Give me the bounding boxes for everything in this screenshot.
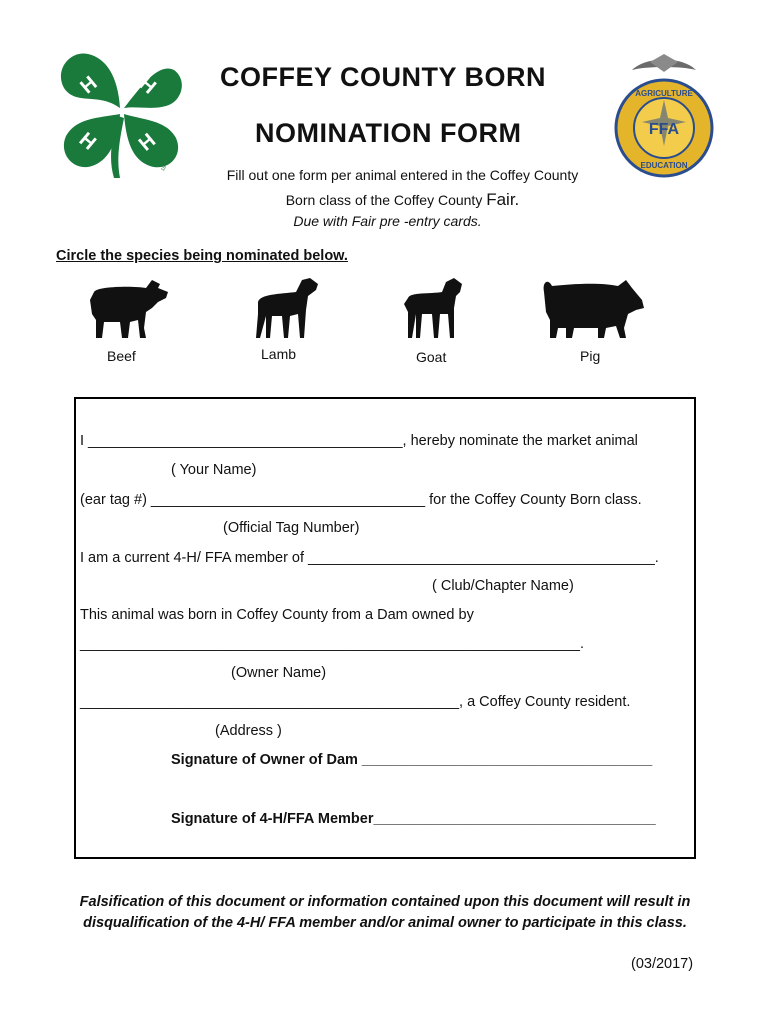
dam-owner-statement: This animal was born in Coffey County from a Dam owned by [80,607,474,623]
intro-line2-fair: Fair. [486,190,520,209]
clover-h-mark: H [134,72,161,99]
tag-number-caption: (Official Tag Number) [223,520,360,536]
ear-tag-field-line[interactable]: (ear tag #) __________________________________ for the Coffey County Born class. [80,492,642,508]
form-title-line1: COFFEY COUNTY BORN [220,62,547,92]
club-chapter-field-line[interactable]: I am a current 4-H/ FFA member of ___________________________________________. [80,550,659,566]
clover-h-mark: H [134,129,161,156]
lamb-silhouette-icon[interactable] [250,276,322,340]
ffa-letters: FFA [648,121,680,138]
falsification-warning-line1: Falsification of this document or information contained upon this document will result in [79,894,691,910]
goat-silhouette-icon[interactable] [402,278,468,340]
owner-name-caption: (Owner Name) [231,665,327,681]
beef-cow-silhouette-icon[interactable] [88,278,172,340]
intro-line1: Fill out one form per animal entered in the Coffey County [226,167,579,183]
four-h-clover-logo [58,48,186,180]
address-caption: (Address ) [215,723,282,739]
species-label-goat: Goat [416,349,447,365]
species-label-lamb: Lamb [261,346,297,362]
clover-tm-text: 18 USC 707 [160,145,179,173]
species-label-beef: Beef [107,348,136,364]
owner-name-field-line[interactable]: ______________________________________________________________. [80,636,585,652]
ffa-ring-bottom: EDUCATION [640,161,688,170]
species-instruction: Circle the species being nominated below. [56,248,348,264]
intro-line2-text: Born class of the Coffey County [285,192,487,208]
clover-h-mark: H [74,128,101,155]
ffa-emblem [612,52,716,180]
revision-date: (03/2017) [631,956,694,972]
species-label-pig: Pig [580,348,601,364]
ffa-ring-top: AGRICULTURE [635,89,693,98]
pig-silhouette-icon[interactable] [540,278,646,340]
intro-line3: Due with Fair pre -entry cards. [293,213,482,229]
nomination-form-box [74,397,696,859]
falsification-warning-line2: disqualification of the 4-H/ FFA member and/or animal owner to participate in this class. [83,915,687,931]
intro-line2 [0,190,770,210]
member-signature-line[interactable]: Signature of 4-H/FFA Member___________________________________ [171,811,656,827]
clover-h-mark: H [76,72,102,99]
dam-owner-signature-line[interactable]: Signature of Owner of Dam ____________________________________ [171,752,653,768]
address-field-line[interactable]: _______________________________________________, a Coffey County resident. [80,694,631,710]
form-title-line2: NOMINATION FORM [255,118,522,148]
your-name-field-line[interactable]: I _______________________________________, hereby nominate the market animal [80,433,638,449]
your-name-caption: ( Your Name) [171,462,257,478]
club-chapter-caption: ( Club/Chapter Name) [432,578,574,594]
